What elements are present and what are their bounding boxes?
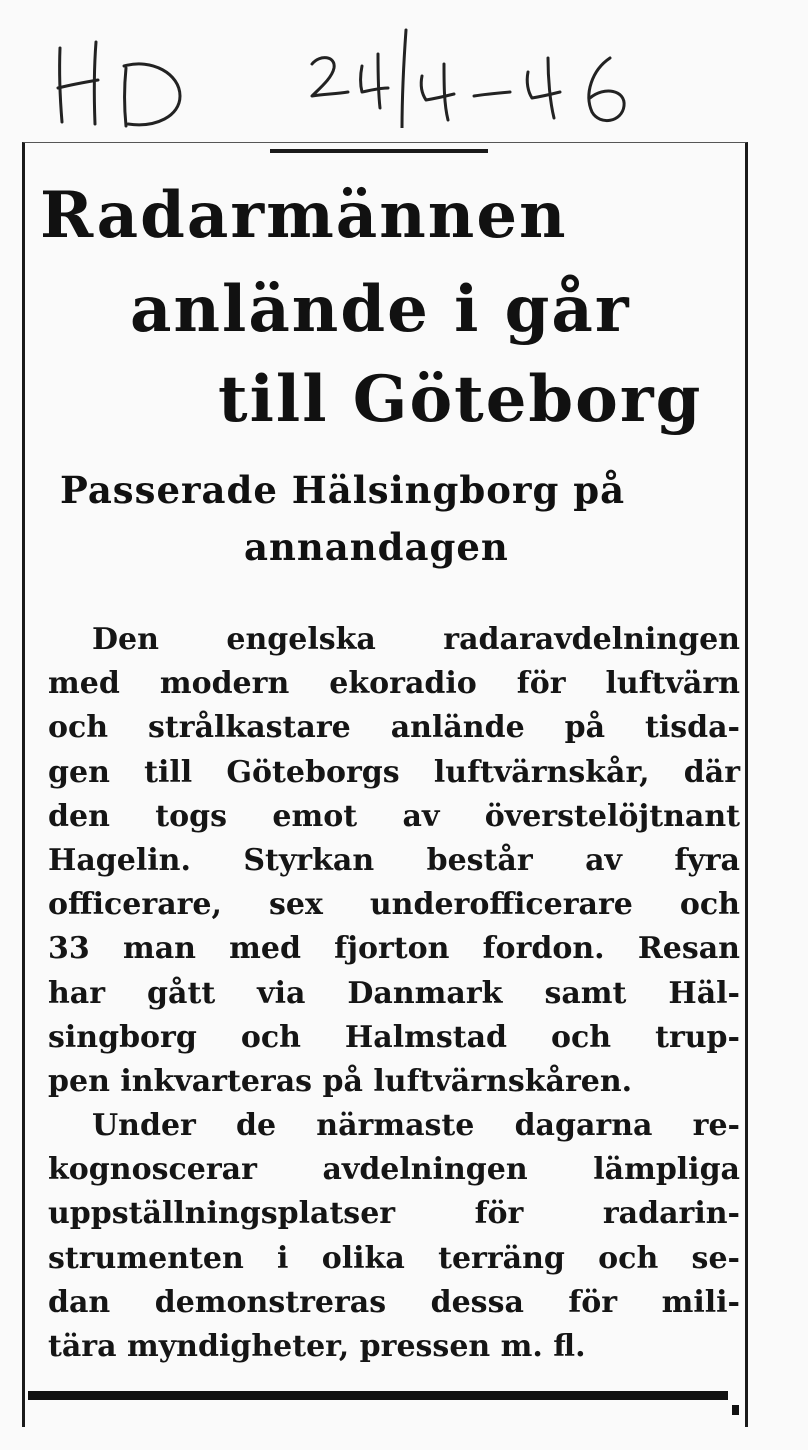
body-line: med modern ekoradio för luftvärn — [48, 666, 740, 702]
body-line: pen inkvarteras på luftvärnskåren. — [48, 1063, 633, 1099]
headline-line-2: anlände i går — [130, 272, 631, 347]
handwriting-drawing — [44, 18, 664, 128]
body-line: kognoscerar avdelningen lämpliga — [48, 1152, 740, 1188]
body-line: gen till Göteborgs luftvärnskår, där — [48, 754, 740, 790]
bottom-rule-mark — [732, 1405, 739, 1415]
body-line: tära myndigheter, pressen m. fl. — [48, 1329, 586, 1364]
body-line: den togs emot av överstelöjtnant — [48, 798, 740, 834]
headline-line-3: till Göteborg — [218, 362, 703, 437]
body-line: 33 man med fjorton fordon. Resan — [48, 931, 740, 967]
body-line: Den engelska radaravdelningen — [92, 622, 740, 657]
body-line: Hagelin. Styrkan består av fyra — [48, 842, 740, 878]
top-rule — [270, 149, 488, 153]
body-line: Under de närmaste dagarna re- — [92, 1108, 740, 1144]
bottom-rule — [28, 1391, 728, 1400]
body-line: uppställningsplatser för radarin- — [48, 1196, 740, 1232]
handwritten-annotation — [44, 18, 664, 128]
body-line: officerare, sex underofficerare och — [48, 887, 740, 923]
article-body — [48, 618, 740, 1369]
body-line: dan demonstreras dessa för mili- — [48, 1284, 740, 1320]
body-line: strumenten i olika terräng och se- — [48, 1240, 740, 1276]
body-line: och strålkastare anlände på tisda- — [48, 710, 740, 746]
body-line: har gått via Danmark samt Häl- — [48, 975, 740, 1011]
headline-line-1: Radarmännen — [40, 178, 568, 253]
subheadline-line-2: annandagen — [244, 525, 509, 569]
body-line: singborg och Halmstad och trup- — [48, 1019, 740, 1055]
subheadline-line-1: Passerade Hälsingborg på — [60, 468, 626, 512]
